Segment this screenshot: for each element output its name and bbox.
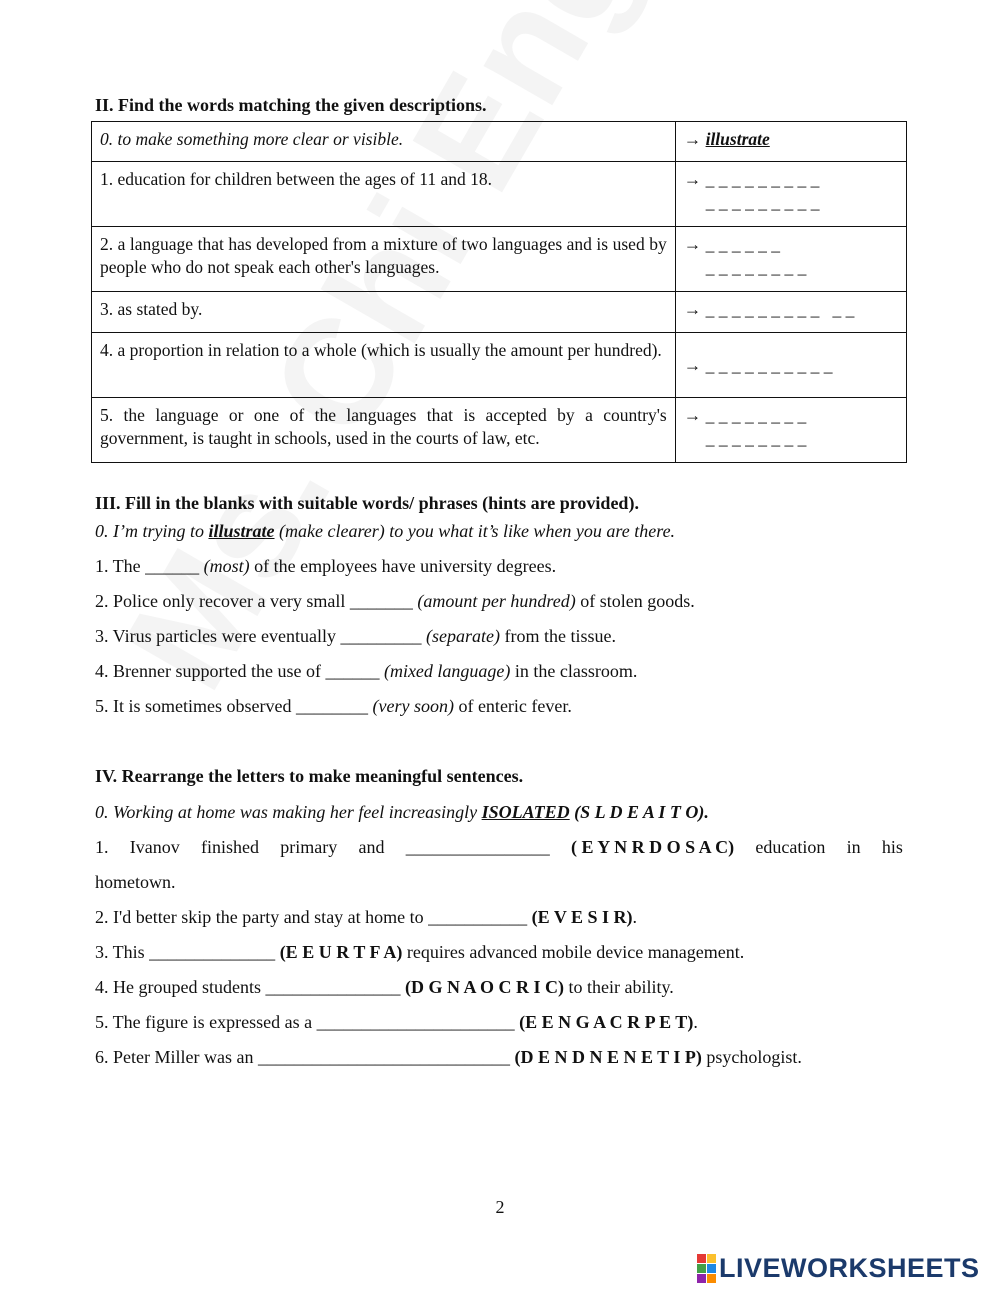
example-text-end: (make clearer) to you what it’s like when you are there.	[274, 521, 676, 541]
item-text: 2. Police only recover a very small _______	[95, 591, 418, 611]
page-number: 2	[495, 1197, 505, 1217]
item-text-end: of enteric fever.	[453, 696, 572, 716]
rearrange-item-2[interactable]	[95, 905, 903, 929]
rearrange-item-1[interactable]	[95, 835, 903, 859]
section-4-example	[95, 800, 903, 824]
arrow-icon: →	[683, 299, 702, 319]
arrow-icon: →	[683, 129, 702, 149]
item-text: 3. Virus particles were eventually _________	[95, 626, 427, 646]
item-text: 5. It is sometimes observed ________	[95, 696, 373, 716]
item-word: finished	[200, 837, 259, 857]
arrow-icon: →	[683, 354, 702, 375]
row-4-answer[interactable]	[675, 333, 906, 398]
item-text-end: of stolen goods.	[575, 591, 695, 611]
logo-text: LIVEWORKSHEETS	[719, 1253, 980, 1283]
fill-item-5[interactable]	[95, 694, 903, 718]
item-text: 4. Brenner supported the use of ______	[95, 661, 384, 681]
rearrange-item-5[interactable]	[95, 1010, 903, 1034]
example-answer: illustrate	[705, 129, 770, 149]
liveworksheets-logo[interactable]	[697, 1253, 980, 1284]
answer-blank-line-2[interactable]: _ _ _ _ _ _ _ _	[705, 428, 807, 448]
fill-item-1[interactable]	[95, 554, 903, 578]
row-5-answer[interactable]	[675, 398, 906, 463]
answer-blank-line-2[interactable]: _ _ _ _ _ _ _ _ _	[705, 192, 820, 212]
item-text: 4. He grouped students _______________	[95, 977, 405, 997]
item-text-end: .	[632, 907, 638, 927]
scrambled-letters: (D E N D N E N E T I P)	[514, 1047, 702, 1067]
item-word: his	[881, 837, 903, 857]
example-letters: (S L D E A I T O).	[569, 802, 709, 822]
row-3-description: 3. as stated by.	[92, 292, 676, 333]
example-answer: ISOLATED	[481, 802, 570, 822]
example-text-start: 0. I’m trying to	[95, 521, 209, 541]
item-word: and	[358, 837, 385, 857]
fill-item-2[interactable]	[95, 589, 903, 613]
item-text-end: .	[693, 1012, 698, 1032]
example-answer: illustrate	[208, 521, 275, 541]
fill-item-3[interactable]	[95, 624, 903, 648]
table-row	[92, 333, 907, 398]
rearrange-item-3[interactable]	[95, 940, 903, 964]
item-text: 6. Peter Miller was an ____________________________	[95, 1047, 515, 1067]
arrow-icon: →	[683, 169, 702, 189]
row-4-description: 4. a proportion in relation to a whole (which is usually the amount per hundred).	[92, 333, 676, 398]
section-3-example	[95, 519, 903, 543]
answer-blank-line-2[interactable]: _ _ _ _ _ _ _ _	[705, 257, 807, 277]
item-text-end: of the employees have university degrees.	[249, 556, 557, 576]
scrambled-letters: ( E Y N R D O S A C)	[570, 837, 735, 857]
item-hint: (very soon)	[372, 696, 454, 716]
item-text-end: from the tissue.	[500, 626, 616, 646]
item-hint: (separate)	[426, 626, 500, 646]
section-3-title: III. Fill in the blanks with suitable words/ phrases (hints are provided).	[95, 493, 639, 513]
row-2-answer[interactable]	[675, 227, 906, 292]
row-5-description: 5. the language or one of the languages that is accepted by a country's government, is taught in schools, used in the courts of law, etc.	[92, 398, 676, 463]
table-row	[92, 292, 907, 333]
item-hint: (mixed language)	[383, 661, 511, 681]
table-row	[92, 398, 907, 463]
item-text: 5. The figure is expressed as a ______________________	[95, 1012, 520, 1032]
item-word: in	[846, 837, 861, 857]
fill-item-4[interactable]	[95, 659, 903, 683]
row-1-answer[interactable]	[675, 162, 906, 227]
scrambled-letters: (E V E S I R)	[531, 907, 633, 927]
arrow-icon: →	[683, 405, 702, 425]
answer-blank[interactable]: _ _ _ _ _ _ _ _ _ _	[705, 354, 833, 375]
answer-blank[interactable]: _ _ _ _ _ _ _ _ _ _ _	[705, 299, 855, 319]
section-4-title: IV. Rearrange the letters to make meaningful sentences.	[95, 766, 524, 786]
answer-blank[interactable]: ________________	[405, 837, 550, 857]
example-text-start: 0. Working at home was making her feel increasingly	[95, 802, 482, 822]
rearrange-item-6[interactable]	[95, 1045, 903, 1069]
scrambled-letters: (E E N G A C R P E T)	[519, 1012, 694, 1032]
item-word: education	[755, 837, 826, 857]
row-2-description: 2. a language that has developed from a mixture of two languages and is used by people who do not speak each other's languages.	[92, 227, 676, 292]
item-text: 1. The ______	[95, 556, 204, 576]
answer-blank[interactable]: _ _ _ _ _ _ _ _ _	[705, 169, 820, 189]
item-word: 1.	[95, 837, 109, 857]
scrambled-letters: (D G N A O C R I C)	[404, 977, 564, 997]
row-0-description: 0. to make something more clear or visible.	[92, 122, 676, 162]
answer-blank[interactable]: _ _ _ _ _ _	[705, 234, 780, 254]
item-text: 2. I'd better skip the party and stay at home to ___________	[95, 907, 532, 927]
scrambled-letters: (E E U R T F A)	[279, 942, 403, 962]
row-1-description: 1. education for children between the ages of 11 and 18.	[92, 162, 676, 227]
item-text-end: in the classroom.	[510, 661, 638, 681]
table-row	[92, 162, 907, 227]
item-text: 3. This ______________	[95, 942, 280, 962]
matching-table	[91, 121, 907, 463]
table-row	[92, 122, 907, 162]
logo-icon	[697, 1254, 716, 1283]
answer-blank[interactable]: _ _ _ _ _ _ _ _	[705, 405, 807, 425]
section-2-title: II. Find the words matching the given descriptions.	[95, 95, 487, 115]
item-hint: (most)	[203, 556, 250, 576]
item-text-end: to their ability.	[564, 977, 674, 997]
table-row	[92, 227, 907, 292]
rearrange-item-1-continued: hometown.	[95, 872, 176, 892]
item-text-end: requires advanced mobile device management.	[402, 942, 745, 962]
row-0-answer	[675, 122, 906, 162]
item-word: primary	[280, 837, 338, 857]
rearrange-item-4[interactable]	[95, 975, 903, 999]
item-hint: (amount per hundred)	[417, 591, 576, 611]
item-text-end: psychologist.	[701, 1047, 802, 1067]
arrow-icon: →	[683, 234, 702, 254]
row-3-answer[interactable]	[675, 292, 906, 333]
item-word: Ivanov	[129, 837, 180, 857]
